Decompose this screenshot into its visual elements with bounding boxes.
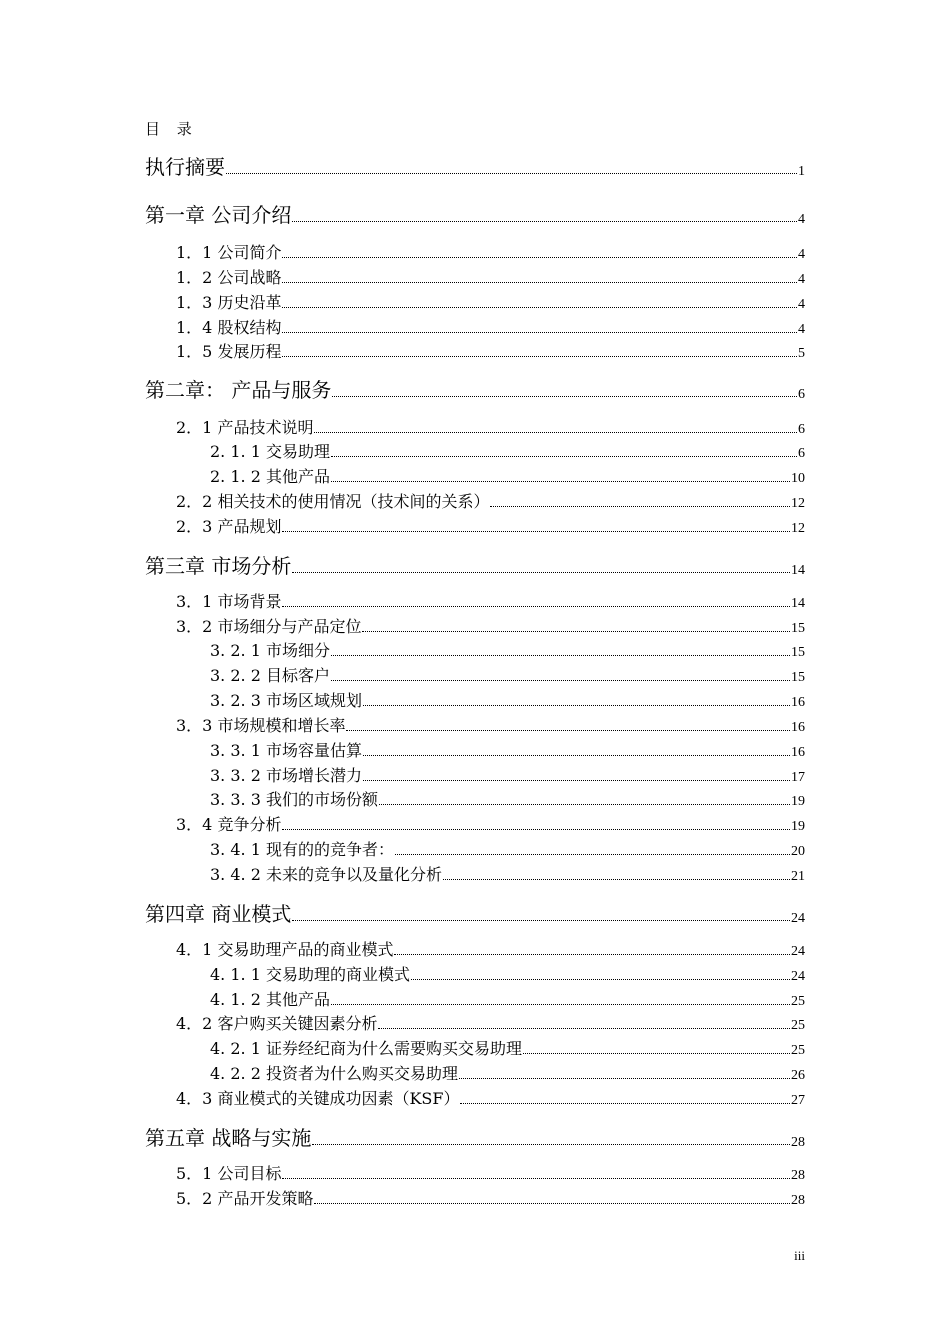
toc-chapter-entry[interactable] bbox=[145, 198, 805, 228]
toc-entry-page: 20 bbox=[791, 844, 805, 859]
toc-entry-page: 4 bbox=[798, 272, 805, 287]
toc-entry-page: 5 bbox=[798, 346, 805, 361]
dot-leader bbox=[282, 531, 790, 532]
toc-section-entry[interactable] bbox=[176, 1160, 805, 1184]
toc-entry-page: 25 bbox=[791, 1018, 805, 1033]
toc-entry-title: 3. 2. 3 市场区域规划 bbox=[210, 691, 362, 710]
toc-section-entry[interactable] bbox=[176, 314, 805, 338]
dot-leader bbox=[282, 332, 797, 333]
toc-entry-page: 4 bbox=[798, 297, 805, 312]
toc-entry-page: 10 bbox=[791, 471, 805, 486]
toc-entry-page: 16 bbox=[791, 695, 805, 710]
toc-entry-page: 25 bbox=[791, 1043, 805, 1058]
toc-entry-page: 19 bbox=[791, 794, 805, 809]
dot-leader bbox=[282, 307, 797, 308]
toc-entry-title: 1．2 公司战略 bbox=[176, 268, 282, 287]
dot-leader bbox=[332, 396, 797, 397]
dot-leader bbox=[226, 173, 797, 174]
toc-section-entry[interactable] bbox=[176, 1185, 805, 1209]
toc-entry-title: 第二章： 产品与服务 bbox=[145, 378, 332, 402]
toc-entry-page: 6 bbox=[798, 422, 805, 437]
toc-entry-title: 2．3 产品规划 bbox=[176, 517, 282, 536]
dot-leader bbox=[490, 506, 790, 507]
toc-entry-page: 14 bbox=[791, 596, 805, 611]
dot-leader bbox=[292, 572, 790, 573]
toc-chapter-entry[interactable] bbox=[145, 150, 805, 180]
toc-entry-page: 15 bbox=[791, 645, 805, 660]
toc-section-entry[interactable] bbox=[210, 463, 805, 487]
toc-section-entry[interactable] bbox=[176, 239, 805, 263]
toc-entry-title: 4．3 商业模式的关键成功因素（KSF） bbox=[176, 1089, 460, 1108]
toc-section-entry[interactable] bbox=[176, 414, 805, 438]
toc-section-entry[interactable] bbox=[210, 687, 805, 711]
toc-section-entry[interactable] bbox=[210, 1060, 805, 1084]
dot-leader bbox=[282, 829, 790, 830]
toc-section-entry[interactable] bbox=[176, 264, 805, 288]
toc-entry-title: 第四章 商业模式 bbox=[145, 902, 292, 926]
toc-entry-page: 1 bbox=[798, 164, 805, 179]
toc-entry-title: 4. 1. 1 交易助理的商业模式 bbox=[210, 965, 410, 984]
dot-leader bbox=[394, 954, 790, 955]
dot-leader bbox=[346, 730, 790, 731]
toc-entry-page: 28 bbox=[791, 1135, 805, 1150]
toc-entry-page: 28 bbox=[791, 1168, 805, 1183]
toc-section-entry[interactable] bbox=[210, 961, 805, 985]
toc-section-entry[interactable] bbox=[210, 438, 805, 462]
toc-chapter-entry[interactable] bbox=[145, 897, 805, 927]
toc-entry-title: 第五章 战略与实施 bbox=[145, 1126, 312, 1150]
toc-entry-page: 16 bbox=[791, 745, 805, 760]
toc-entry-title: 4. 2. 2 投资者为什么购买交易助理 bbox=[210, 1064, 458, 1083]
toc-entry-title: 1．3 历史沿革 bbox=[176, 293, 282, 312]
dot-leader bbox=[314, 1203, 790, 1204]
toc-entry-title: 1．4 股权结构 bbox=[176, 318, 282, 337]
dot-leader bbox=[363, 755, 790, 756]
toc-entry-title: 1．1 公司简介 bbox=[176, 243, 282, 262]
dot-leader bbox=[282, 1178, 790, 1179]
toc-entry-title: 3．1 市场背景 bbox=[176, 592, 282, 611]
toc-entry-page: 26 bbox=[791, 1068, 805, 1083]
toc-entry-page: 24 bbox=[791, 911, 805, 926]
toc-entry-page: 15 bbox=[791, 621, 805, 636]
dot-leader bbox=[331, 680, 790, 681]
toc-chapter-entry[interactable] bbox=[145, 1121, 805, 1151]
toc-section-entry[interactable] bbox=[176, 488, 805, 512]
toc-entry-page: 4 bbox=[798, 247, 805, 262]
toc-section-entry[interactable] bbox=[176, 712, 805, 736]
toc-section-entry[interactable] bbox=[210, 637, 805, 661]
toc-entry-page: 16 bbox=[791, 720, 805, 735]
dot-leader bbox=[312, 1144, 790, 1145]
dot-leader bbox=[292, 920, 790, 921]
toc-entry-title: 5．2 产品开发策略 bbox=[176, 1189, 314, 1208]
page-number: iii bbox=[794, 1248, 805, 1263]
toc-entry-page: 21 bbox=[791, 869, 805, 884]
toc-section-entry[interactable] bbox=[210, 737, 805, 761]
toc-entry-page: 28 bbox=[791, 1193, 805, 1208]
toc-entry-title: 第一章 公司介绍 bbox=[145, 203, 292, 227]
toc-entry-title: 3. 2. 2 目标客户 bbox=[210, 666, 330, 685]
toc-entry-title: 2. 1. 1 交易助理 bbox=[210, 442, 330, 461]
toc-entry-title: 执行摘要 bbox=[145, 155, 225, 179]
toc-entry-page: 4 bbox=[798, 212, 805, 227]
toc-entry-title: 3. 4. 2 未来的竞争以及量化分析 bbox=[210, 865, 442, 884]
dot-leader bbox=[363, 705, 790, 706]
toc-entry-title: 4. 1. 2 其他产品 bbox=[210, 990, 330, 1009]
toc-entry-title: 3. 4. 1 现有的的竞争者： bbox=[210, 840, 394, 859]
toc-section-entry[interactable] bbox=[210, 1035, 805, 1059]
toc-chapter-entry[interactable] bbox=[145, 549, 805, 579]
dot-leader bbox=[362, 631, 790, 632]
dot-leader bbox=[378, 1028, 790, 1029]
toc-entry-title: 3．4 竞争分析 bbox=[176, 815, 282, 834]
toc-entry-page: 12 bbox=[791, 496, 805, 511]
dot-leader bbox=[282, 356, 797, 357]
toc-section-entry[interactable] bbox=[176, 1085, 805, 1109]
toc-entry-title: 第三章 市场分析 bbox=[145, 554, 292, 578]
dot-leader bbox=[411, 979, 790, 980]
dot-leader bbox=[460, 1103, 790, 1104]
toc-entry-page: 27 bbox=[791, 1093, 805, 1108]
toc-section-entry[interactable] bbox=[210, 786, 805, 810]
toc-entry-title: 3．2 市场细分与产品定位 bbox=[176, 617, 362, 636]
dot-leader bbox=[314, 432, 797, 433]
toc-section-entry[interactable] bbox=[176, 936, 805, 960]
toc-entry-page: 4 bbox=[798, 322, 805, 337]
toc-section-entry[interactable] bbox=[210, 662, 805, 686]
toc-section-entry[interactable] bbox=[210, 762, 805, 786]
toc-entry-title: 3. 2. 1 市场细分 bbox=[210, 641, 330, 660]
toc-entry-page: 24 bbox=[791, 944, 805, 959]
toc-entry-title: 2．2 相关技术的使用情况（技术间的关系） bbox=[176, 492, 490, 511]
toc-entry-title: 4．1 交易助理产品的商业模式 bbox=[176, 940, 394, 959]
toc-entry-page: 24 bbox=[791, 969, 805, 984]
toc-entry-title: 3. 3. 3 我们的市场份额 bbox=[210, 790, 378, 809]
toc-entry-title: 4．2 客户购买关键因素分析 bbox=[176, 1014, 378, 1033]
dot-leader bbox=[459, 1078, 790, 1079]
toc-section-entry[interactable] bbox=[176, 1010, 805, 1034]
dot-leader bbox=[282, 257, 797, 258]
toc-section-entry[interactable] bbox=[176, 289, 805, 313]
toc-section-entry[interactable] bbox=[210, 836, 805, 860]
dot-leader bbox=[331, 481, 790, 482]
dot-leader bbox=[292, 221, 797, 222]
toc-entry-page: 17 bbox=[791, 770, 805, 785]
toc-entry-title: 4. 2. 1 证券经纪商为什么需要购买交易助理 bbox=[210, 1039, 522, 1058]
dot-leader bbox=[282, 282, 797, 283]
toc-entry-title: 2. 1. 2 其他产品 bbox=[210, 467, 330, 486]
dot-leader bbox=[331, 1004, 790, 1005]
dot-leader bbox=[282, 606, 790, 607]
toc-section-entry[interactable] bbox=[176, 811, 805, 835]
dot-leader bbox=[331, 456, 797, 457]
toc-section-entry[interactable] bbox=[176, 338, 805, 362]
dot-leader bbox=[443, 879, 790, 880]
toc-entry-title: 3．3 市场规模和增长率 bbox=[176, 716, 346, 735]
toc-entry-title: 1．5 发展历程 bbox=[176, 342, 282, 361]
toc-entry-title: 2．1 产品技术说明 bbox=[176, 418, 314, 437]
toc-section-entry[interactable] bbox=[210, 986, 805, 1010]
toc-section-entry[interactable] bbox=[210, 861, 805, 885]
toc-section-entry[interactable] bbox=[176, 513, 805, 537]
toc-entry-page: 12 bbox=[791, 521, 805, 536]
toc-heading: 目 录 bbox=[145, 120, 198, 138]
toc-entry-title: 3. 3. 1 市场容量估算 bbox=[210, 741, 362, 760]
dot-leader bbox=[395, 854, 790, 855]
toc-entry-page: 15 bbox=[791, 670, 805, 685]
toc-entry-page: 6 bbox=[798, 446, 805, 461]
toc-entry-page: 6 bbox=[798, 387, 805, 402]
toc-section-entry[interactable] bbox=[176, 588, 805, 612]
toc-entry-page: 14 bbox=[791, 563, 805, 578]
toc-chapter-entry[interactable] bbox=[145, 373, 805, 403]
dot-leader bbox=[363, 780, 790, 781]
toc-entry-page: 19 bbox=[791, 819, 805, 834]
toc-entry-page: 25 bbox=[791, 994, 805, 1009]
dot-leader bbox=[379, 804, 790, 805]
toc-entry-title: 5．1 公司目标 bbox=[176, 1164, 282, 1183]
dot-leader bbox=[331, 655, 790, 656]
toc-entry-title: 3. 3. 2 市场增长潜力 bbox=[210, 766, 362, 785]
dot-leader bbox=[523, 1053, 790, 1054]
toc-section-entry[interactable] bbox=[176, 613, 805, 637]
